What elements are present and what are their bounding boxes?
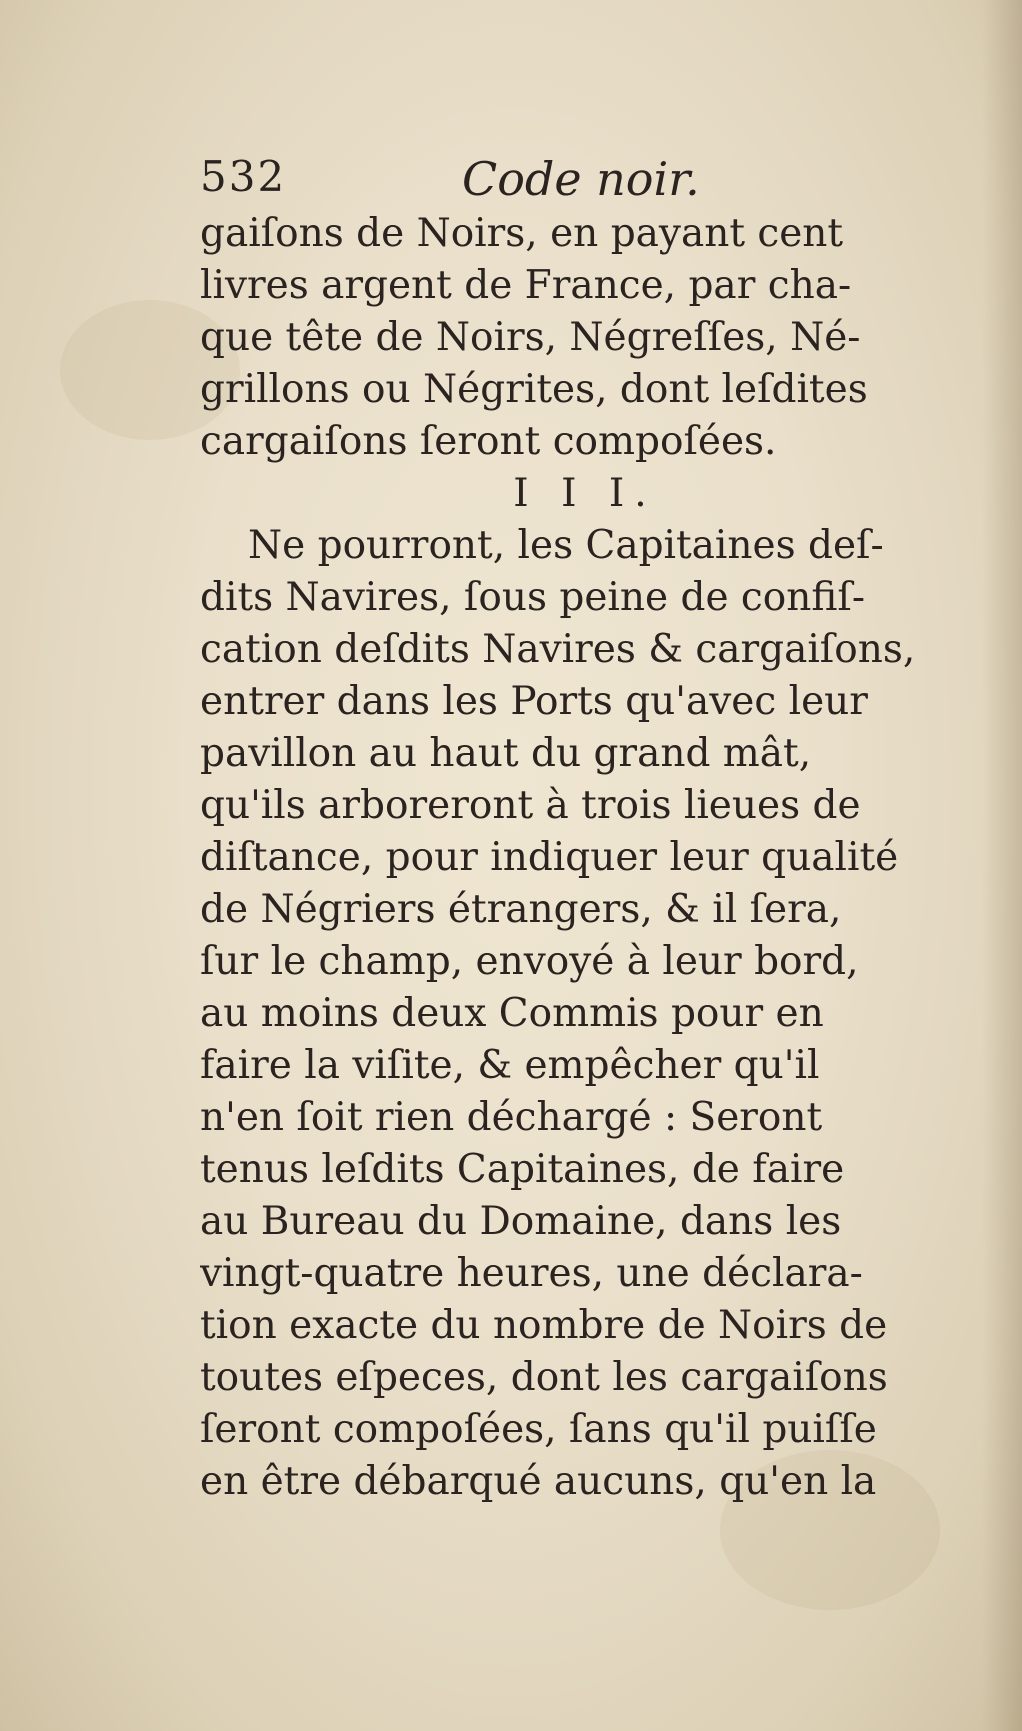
paragraph-line: n'en ſoit rien déchargé : Seront <box>200 1095 823 1140</box>
paragraph-line: au Bureau du Domaine, dans les <box>200 1199 842 1244</box>
text-line: gaiſons de Noirs, en payant cent <box>200 211 844 256</box>
paragraph-line: ſeront compoſées, ſans qu'il puiſſe <box>200 1407 877 1452</box>
page-edge-shadow <box>982 0 1022 1731</box>
paragraph-line: diſtance, pour indiquer leur qualité <box>200 835 899 880</box>
paragraph-line: dits Navires, ſous peine de confiſ- <box>200 575 865 620</box>
paragraph-line: ſur le champ, envoyé à leur bord, <box>200 939 859 984</box>
paragraph-line: faire la viſite, & empêcher qu'il <box>200 1043 820 1088</box>
text-line: grillons ou Négrites, dont leſdites <box>200 367 868 412</box>
paragraph-line: toutes eſpeces, dont les cargaiſons <box>200 1355 888 1400</box>
text-line: cargaiſons ſeront compoſées. <box>200 419 777 464</box>
page-header <box>200 152 960 212</box>
paragraph-line: de Négriers étrangers, & il ſera, <box>200 887 842 932</box>
paragraph-line: entrer dans les Ports qu'avec leur <box>200 679 868 724</box>
page-number: 532 <box>200 152 287 201</box>
paragraph-line: cation deſdits Navires & cargaiſons, <box>200 627 916 672</box>
running-title: Code noir. <box>462 152 700 206</box>
text-line: que tête de Noirs, Négreſſes, Né- <box>200 315 861 360</box>
paragraph-line: Ne pourront, les Capitaines deſ- <box>248 523 884 568</box>
paragraph-line: en être débarqué aucuns, qu'en la <box>200 1459 877 1504</box>
text-block <box>200 208 950 1508</box>
paragraph-line: vingt-quatre heures, une déclara- <box>200 1251 863 1296</box>
section-heading: I I I. <box>513 471 657 516</box>
paragraph-line: tenus leſdits Capitaines, de faire <box>200 1147 845 1192</box>
text-line: livres argent de France, par cha- <box>200 263 852 308</box>
paragraph-line: pavillon au haut du grand mât, <box>200 731 812 776</box>
paragraph-line: au moins deux Commis pour en <box>200 991 824 1036</box>
paragraph-line: qu'ils arboreront à trois lieues de <box>200 783 861 828</box>
paragraph-line: tion exacte du nombre de Noirs de <box>200 1303 888 1348</box>
